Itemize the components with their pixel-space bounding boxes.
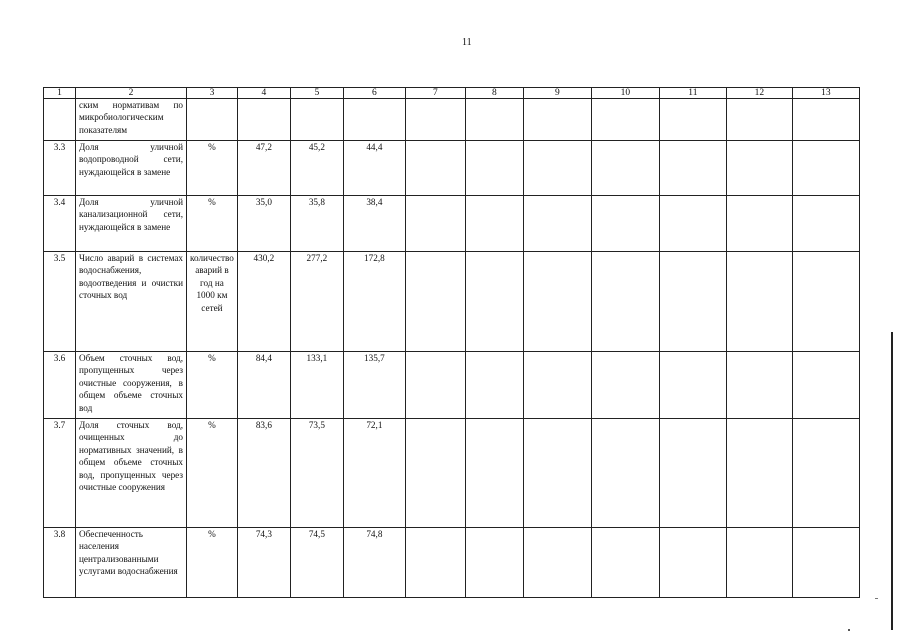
table-row <box>44 141 860 196</box>
row-number: 3.8 <box>44 528 76 598</box>
empty-cell <box>405 141 465 196</box>
indicator-name: Объем сточных вод, пропущенных через очистные сооружения, в общем объеме сточных вод <box>76 352 187 419</box>
empty-cell <box>726 99 792 141</box>
value-col5: 277,2 <box>290 252 343 352</box>
value-col6: 172,8 <box>343 252 405 352</box>
value-col5: 74,5 <box>290 528 343 598</box>
column-header: 10 <box>591 88 659 99</box>
empty-cell <box>465 141 523 196</box>
value-col4: 430,2 <box>237 252 290 352</box>
page-number: 11 <box>462 37 472 48</box>
indicator-name: Доля сточных вод, очищенных до нормативных значений, в общем объеме сточных вод, пропущенных через очистные сооружения <box>76 419 187 528</box>
empty-cell <box>591 141 659 196</box>
row-number: 3.7 <box>44 419 76 528</box>
table-row <box>44 528 860 598</box>
value-col5: 73,5 <box>290 419 343 528</box>
empty-cell <box>405 352 465 419</box>
value-col6: 44,4 <box>343 141 405 196</box>
empty-cell <box>465 252 523 352</box>
empty-cell <box>659 528 726 598</box>
column-header: 1 <box>44 88 76 99</box>
value-col4: 84,4 <box>237 352 290 419</box>
empty-cell <box>591 528 659 598</box>
empty-cell <box>591 352 659 419</box>
table-row <box>44 352 860 419</box>
empty-cell <box>405 99 465 141</box>
indicator-name: ским нормативам по микробиологическим показателям <box>76 99 187 141</box>
unit-cell <box>187 99 238 141</box>
indicator-name: Доля уличной канализационной сети, нуждающейся в замене <box>76 196 187 252</box>
value-col6: 135,7 <box>343 352 405 419</box>
empty-cell <box>405 528 465 598</box>
table-row <box>44 99 860 141</box>
column-header: 7 <box>405 88 465 99</box>
column-header: 9 <box>523 88 591 99</box>
value-col4: 83,6 <box>237 419 290 528</box>
value-col5: 35,8 <box>290 196 343 252</box>
table-row <box>44 419 860 528</box>
empty-cell <box>726 141 792 196</box>
empty-cell <box>523 141 591 196</box>
empty-cell <box>726 419 792 528</box>
row-number <box>44 99 76 141</box>
column-header: 11 <box>659 88 726 99</box>
column-header: 12 <box>726 88 792 99</box>
table-row <box>44 252 860 352</box>
scan-speck <box>875 598 878 599</box>
empty-cell <box>726 352 792 419</box>
column-header: 2 <box>76 88 187 99</box>
value-col4: 35,0 <box>237 196 290 252</box>
value-col5 <box>290 99 343 141</box>
column-header: 8 <box>465 88 523 99</box>
page-edge-mark <box>891 332 893 630</box>
indicator-name: Число аварий в системах водоснабжения, водоотведения и очистки сточных вод <box>76 252 187 352</box>
row-number: 3.4 <box>44 196 76 252</box>
empty-cell <box>591 99 659 141</box>
column-header: 5 <box>290 88 343 99</box>
indicator-name: Доля уличной водопроводной сети, нуждающейся в замене <box>76 141 187 196</box>
value-col6 <box>343 99 405 141</box>
column-header: 4 <box>237 88 290 99</box>
empty-cell <box>465 99 523 141</box>
value-col5: 133,1 <box>290 352 343 419</box>
table-row <box>44 196 860 252</box>
value-col4 <box>237 99 290 141</box>
empty-cell <box>659 196 726 252</box>
empty-cell <box>591 419 659 528</box>
indicators-table <box>43 87 860 598</box>
empty-cell <box>792 352 859 419</box>
value-col6: 72,1 <box>343 419 405 528</box>
value-col6: 74,8 <box>343 528 405 598</box>
unit-cell: % <box>187 528 238 598</box>
indicator-name: Обеспеченность населения централизованными услугами водоснабжения <box>76 528 187 598</box>
empty-cell <box>405 252 465 352</box>
empty-cell <box>405 196 465 252</box>
table-header-row <box>44 88 860 99</box>
empty-cell <box>465 528 523 598</box>
empty-cell <box>405 419 465 528</box>
empty-cell <box>792 99 859 141</box>
empty-cell <box>523 419 591 528</box>
empty-cell <box>659 141 726 196</box>
unit-cell: % <box>187 196 238 252</box>
empty-cell <box>523 99 591 141</box>
unit-cell: % <box>187 141 238 196</box>
empty-cell <box>726 196 792 252</box>
unit-cell: % <box>187 352 238 419</box>
column-header: 6 <box>343 88 405 99</box>
row-number: 3.5 <box>44 252 76 352</box>
empty-cell <box>659 352 726 419</box>
empty-cell <box>465 419 523 528</box>
unit-cell: % <box>187 419 238 528</box>
empty-cell <box>591 252 659 352</box>
unit-cell: количество аварий в год на 1000 км сетей <box>187 252 238 352</box>
scan-speck <box>848 629 850 631</box>
empty-cell <box>659 252 726 352</box>
empty-cell <box>792 419 859 528</box>
value-col6: 38,4 <box>343 196 405 252</box>
empty-cell <box>591 196 659 252</box>
empty-cell <box>465 352 523 419</box>
empty-cell <box>659 99 726 141</box>
empty-cell <box>792 196 859 252</box>
empty-cell <box>523 196 591 252</box>
empty-cell <box>523 528 591 598</box>
empty-cell <box>523 352 591 419</box>
empty-cell <box>792 252 859 352</box>
value-col4: 47,2 <box>237 141 290 196</box>
row-number: 3.3 <box>44 141 76 196</box>
column-header: 13 <box>792 88 859 99</box>
empty-cell <box>726 252 792 352</box>
empty-cell <box>659 419 726 528</box>
empty-cell <box>465 196 523 252</box>
empty-cell <box>726 528 792 598</box>
value-col4: 74,3 <box>237 528 290 598</box>
row-number: 3.6 <box>44 352 76 419</box>
empty-cell <box>792 141 859 196</box>
value-col5: 45,2 <box>290 141 343 196</box>
column-header: 3 <box>187 88 238 99</box>
empty-cell <box>792 528 859 598</box>
empty-cell <box>523 252 591 352</box>
